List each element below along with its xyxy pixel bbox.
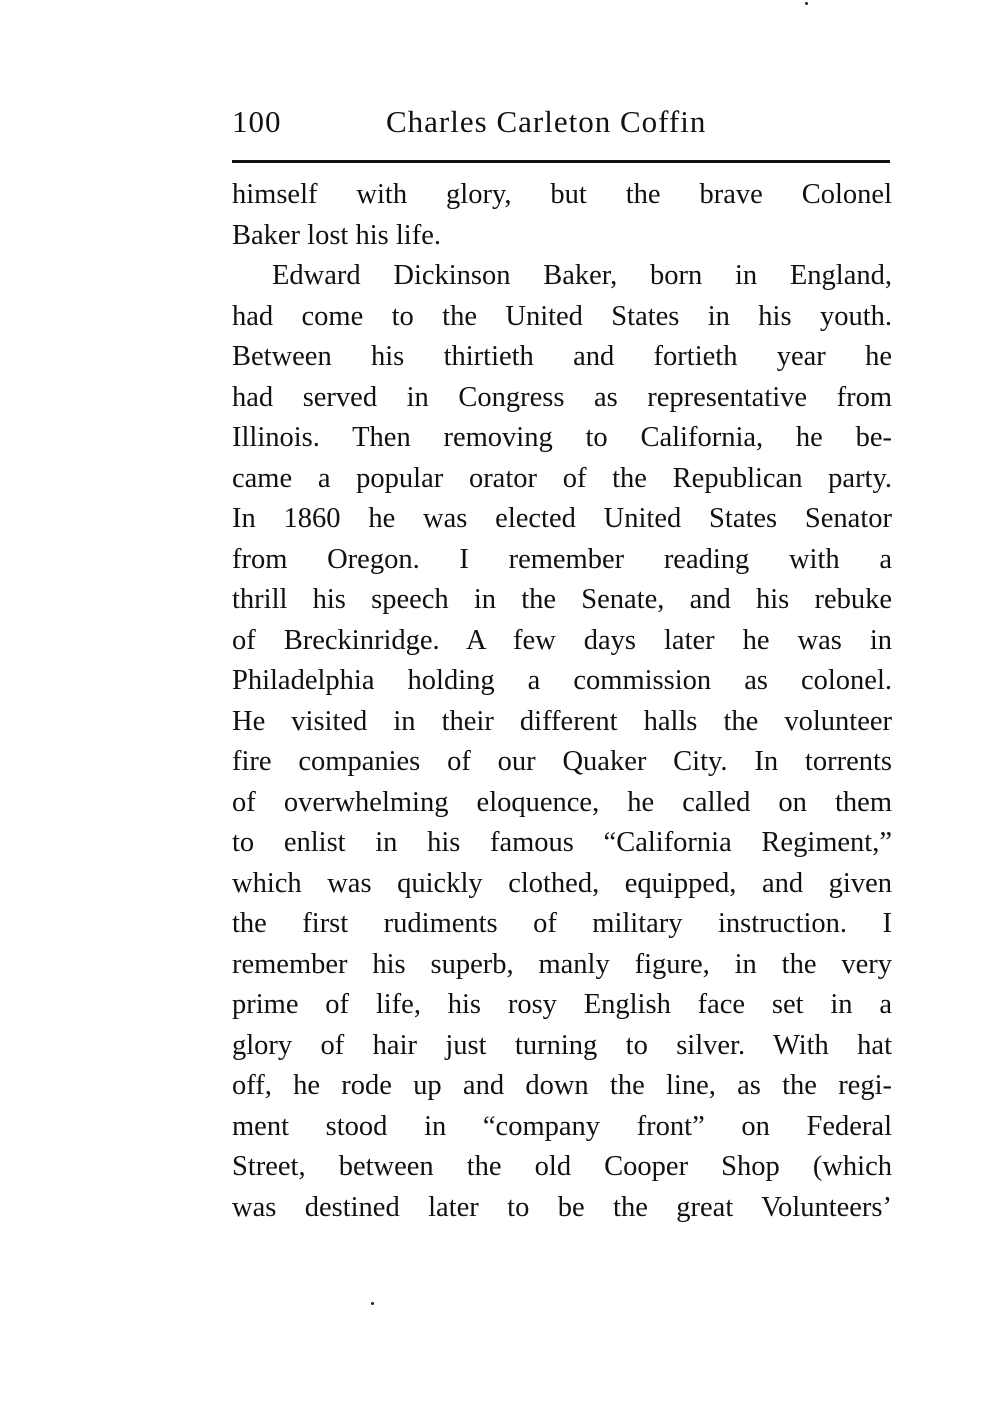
- page-header: [232, 104, 892, 152]
- text-line: Between his thirtieth and fortieth year he: [232, 341, 892, 372]
- running-head: Charles Carleton Coffin: [386, 104, 707, 139]
- text-line: had served in Congress as representative from: [232, 381, 892, 413]
- text-line: glory of hair just turning to silver. With hat: [232, 1029, 892, 1061]
- text-line: off, he rode up and down the line, as the regi-: [232, 1070, 892, 1101]
- text-line: ment stood in “company front” on Federal: [232, 1110, 892, 1142]
- text-line: was destined later to be the great Volunteers’: [232, 1191, 892, 1223]
- text-line: came a popular orator of the Republican party.: [232, 462, 892, 494]
- page-number: 100: [232, 104, 282, 139]
- text-line: of overwhelming eloquence, he called on them: [232, 786, 892, 818]
- print-speck: [371, 1302, 374, 1305]
- text-line: from Oregon. I remember reading with a: [232, 543, 892, 575]
- text-line: fire companies of our Quaker City. In torrents: [232, 746, 892, 777]
- text-line: He visited in their different halls the volunteer: [232, 705, 892, 737]
- text-line: Philadelphia holding a commission as colonel.: [232, 665, 892, 696]
- text-line: remember his superb, manly figure, in the very: [232, 948, 892, 980]
- text-line: Edward Dickinson Baker, born in England,: [272, 260, 892, 291]
- text-line: of Breckinridge. A few days later he was in: [232, 624, 892, 656]
- text-line: Street, between the old Cooper Shop (which: [232, 1151, 892, 1182]
- text-line: which was quickly clothed, equipped, and given: [232, 867, 892, 899]
- text-line: Illinois. Then removing to California, he be-: [232, 422, 892, 453]
- header-rule: [232, 160, 890, 163]
- text-line: prime of life, his rosy English face set in a: [232, 989, 892, 1020]
- text-line: thrill his speech in the Senate, and his rebuke: [232, 584, 892, 615]
- text-line: the first rudiments of military instruction. I: [232, 908, 892, 939]
- text-line: to enlist in his famous “California Regiment,”: [232, 827, 892, 858]
- body-text: [232, 175, 892, 1228]
- text-line: Baker lost his life.: [232, 219, 441, 251]
- text-line: himself with glory, but the brave Colonel: [232, 179, 892, 210]
- print-speck: [805, 2, 808, 5]
- text-line: had come to the United States in his youth.: [232, 300, 892, 332]
- text-line: In 1860 he was elected United States Senator: [232, 503, 892, 534]
